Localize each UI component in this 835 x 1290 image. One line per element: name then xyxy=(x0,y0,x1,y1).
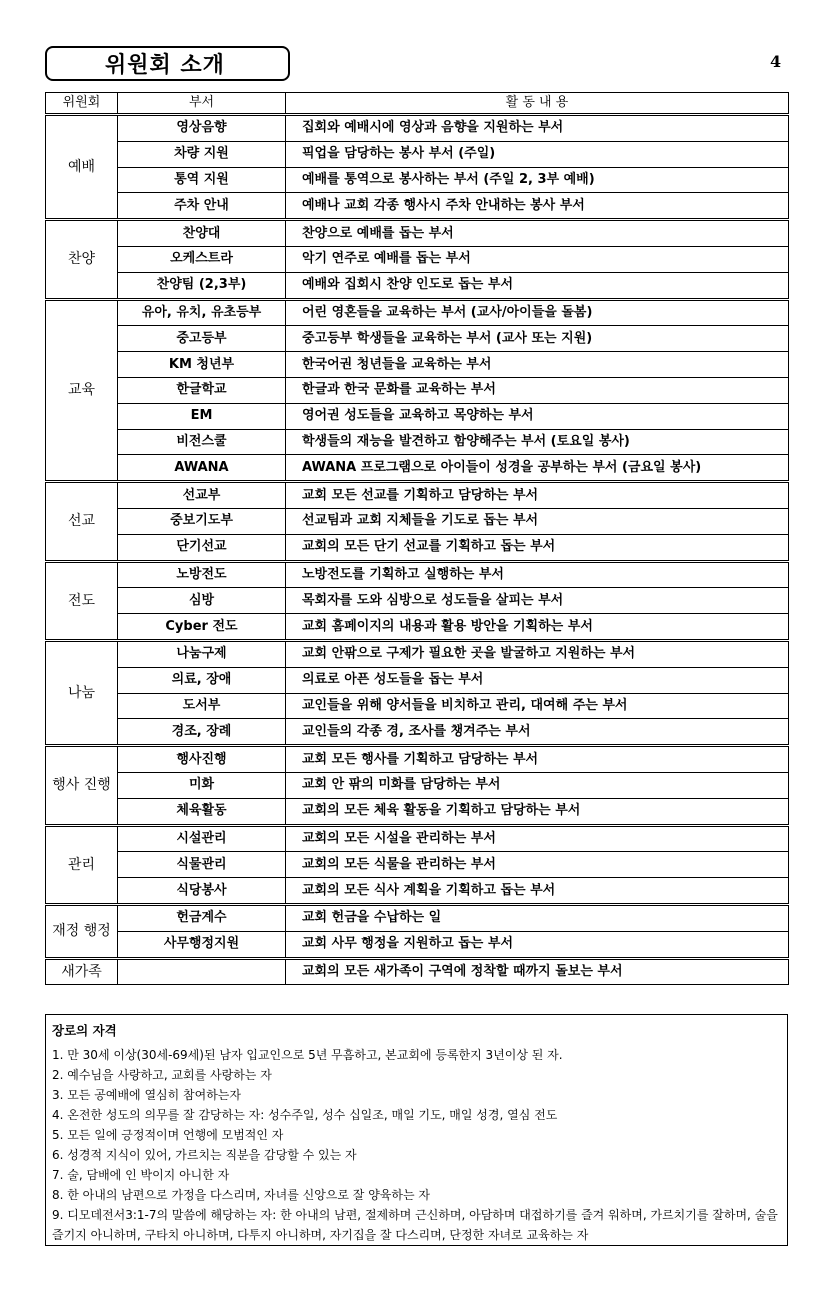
department-name: 유아, 유치, 유초등부 xyxy=(118,299,286,326)
department-name: 시설관리 xyxy=(118,825,286,852)
department-name: 노방전도 xyxy=(118,561,286,588)
department-name: 주차 안내 xyxy=(118,193,286,220)
activity-description: 목회자를 도와 심방으로 성도들을 살피는 부서 xyxy=(286,588,789,614)
activity-description: 교회 모든 선교를 기획하고 담당하는 부서 xyxy=(286,482,789,509)
department-name: 식물관리 xyxy=(118,852,286,878)
activity-description: 교회의 모든 단기 선교를 기획하고 돕는 부서 xyxy=(286,534,789,561)
department-name: 의료, 장애 xyxy=(118,667,286,693)
activity-description: 예배와 집회시 찬양 인도로 돕는 부서 xyxy=(286,272,789,299)
table-row xyxy=(46,220,789,247)
table-row xyxy=(46,931,789,958)
department-name: 한글학교 xyxy=(118,377,286,403)
department-name: 차량 지원 xyxy=(118,141,286,167)
activity-description: 노방전도를 기획하고 실행하는 부서 xyxy=(286,561,789,588)
department-name: 도서부 xyxy=(118,693,286,719)
activity-description: 교회 헌금을 수납하는 일 xyxy=(286,904,789,931)
department-name: 중고등부 xyxy=(118,326,286,352)
table-row xyxy=(46,508,789,534)
table-row xyxy=(46,482,789,509)
table-row xyxy=(46,588,789,614)
committee-name: 선교 xyxy=(46,482,118,561)
qualification-item: 8. 한 아내의 남편으로 가정을 다스리며, 자녀를 신앙으로 잘 양육하는 자 xyxy=(52,1188,430,1202)
department-name: 경조, 장례 xyxy=(118,719,286,746)
department-name: 나눔구제 xyxy=(118,640,286,667)
committee-name: 찬양 xyxy=(46,220,118,299)
activity-description: 찬양으로 예배를 돕는 부서 xyxy=(286,220,789,247)
activity-description: 교회 홈페이지의 내용과 활용 방안을 기획하는 부서 xyxy=(286,614,789,641)
activity-description: 교회의 모든 새가족이 구역에 정착할 때까지 돌보는 부서 xyxy=(286,958,789,985)
activity-description: 선교팀과 교회 지체들을 기도로 돕는 부서 xyxy=(286,508,789,534)
qualification-item: 1. 만 30세 이상(30세-69세)된 남자 입교인으로 5년 무흠하고, 본교회에 등록한지 3년이상 된 자. xyxy=(52,1048,563,1062)
table-row xyxy=(46,614,789,641)
activity-description: 픽업을 담당하는 봉사 부서 (주일) xyxy=(286,141,789,167)
department-name: 체육활동 xyxy=(118,798,286,825)
activity-description: 교회 모든 행사를 기획하고 담당하는 부서 xyxy=(286,746,789,773)
table-row xyxy=(46,193,789,220)
table-row xyxy=(46,455,789,482)
qualification-item: 6. 성경적 지식이 있어, 가르치는 직분을 감당할 수 있는 자 xyxy=(52,1148,357,1162)
activity-description: 어린 영혼들을 교육하는 부서 (교사/아이들을 돌봄) xyxy=(286,299,789,326)
qualification-item: 5. 모든 일에 긍정적이며 언행에 모범적인 자 xyxy=(52,1128,284,1142)
table-row xyxy=(46,534,789,561)
activity-description: 교회의 모든 체육 활동을 기획하고 담당하는 부서 xyxy=(286,798,789,825)
qualification-item: 7. 술, 담배에 인 박이지 아니한 자 xyxy=(52,1168,230,1182)
activity-description: 교회 안팎으로 구제가 필요한 곳을 발굴하고 지원하는 부서 xyxy=(286,640,789,667)
department-name: 선교부 xyxy=(118,482,286,509)
table-row xyxy=(46,246,789,272)
activity-description: 예배를 통역으로 봉사하는 부서 (주일 2, 3부 예배) xyxy=(286,167,789,193)
activity-description: 중고등부 학생들을 교육하는 부서 (교사 또는 지원) xyxy=(286,326,789,352)
table-row xyxy=(46,561,789,588)
activity-description: 교회 안 팎의 미화를 담당하는 부서 xyxy=(286,772,789,798)
activity-description: 교회의 모든 식물을 관리하는 부서 xyxy=(286,852,789,878)
table-row xyxy=(46,272,789,299)
table-row xyxy=(46,667,789,693)
table-row xyxy=(46,640,789,667)
committee-table xyxy=(45,92,789,985)
table-row xyxy=(46,167,789,193)
qualifications-title: 장로의 자격 xyxy=(52,1023,117,1038)
table-row xyxy=(46,958,789,985)
department-name: 심방 xyxy=(118,588,286,614)
department-name: 헌금계수 xyxy=(118,904,286,931)
department-name: KM 청년부 xyxy=(118,352,286,378)
table-row xyxy=(46,429,789,455)
table-row xyxy=(46,825,789,852)
table-row xyxy=(46,904,789,931)
department-name: AWANA xyxy=(118,455,286,482)
activity-description: 교회의 모든 시설을 관리하는 부서 xyxy=(286,825,789,852)
table-row xyxy=(46,326,789,352)
committee-name: 행사 진행 xyxy=(46,746,118,825)
qualification-item: 9. 디모데전서3:1-7의 말씀에 해당하는 자: 한 아내의 남편, 절제하며 근신하며, 아담하며 대접하기를 즐겨 워하며, 가르치기를 잘하며, 술을 즐기지 아니하며, 구타치 아니하며, 다투지 아니하며, 자기집을 잘 다스리며, 단정한 자녀로 교육하는 자 xyxy=(52,1208,778,1242)
activity-description: AWANA 프로그램으로 아이들이 성경을 공부하는 부서 (금요일 봉사) xyxy=(286,455,789,482)
committee-name: 새가족 xyxy=(46,958,118,985)
table-row xyxy=(46,798,789,825)
table-row xyxy=(46,746,789,773)
committee-name: 나눔 xyxy=(46,640,118,745)
department-name: 식당봉사 xyxy=(118,878,286,905)
committee-table-body xyxy=(46,115,789,985)
department-name: 중보기도부 xyxy=(118,508,286,534)
table-row xyxy=(46,141,789,167)
activity-description: 집회와 예배시에 영상과 음향을 지원하는 부서 xyxy=(286,115,789,142)
activity-description: 예배나 교회 각종 행사시 주차 안내하는 봉사 부서 xyxy=(286,193,789,220)
table-row xyxy=(46,772,789,798)
department-name xyxy=(118,958,286,985)
department-name: 사무행정지원 xyxy=(118,931,286,958)
department-name: 행사진행 xyxy=(118,746,286,773)
column-header-department: 부서 xyxy=(118,93,286,115)
table-row xyxy=(46,377,789,403)
elder-qualifications-box xyxy=(45,1014,788,1246)
table-row xyxy=(46,878,789,905)
qualifications-list xyxy=(52,1045,781,1245)
qualification-item: 4. 온전한 성도의 의무를 잘 감당하는 자: 성수주일, 성수 십일조, 매일 기도, 매일 성경, 열심 전도 xyxy=(52,1108,558,1122)
department-name: 단기선교 xyxy=(118,534,286,561)
activity-description: 교인들의 각종 경, 조사를 챙겨주는 부서 xyxy=(286,719,789,746)
column-header-activity: 활 동 내 용 xyxy=(286,93,789,115)
committee-name: 전도 xyxy=(46,561,118,640)
table-row xyxy=(46,352,789,378)
qualification-item: 3. 모든 공예배에 열심히 참여하는자 xyxy=(52,1088,241,1102)
table-header-row xyxy=(46,93,789,115)
department-name: 비전스쿨 xyxy=(118,429,286,455)
department-name: 영상음향 xyxy=(118,115,286,142)
activity-description: 학생들의 재능을 발견하고 함양해주는 부서 (토요일 봉사) xyxy=(286,429,789,455)
activity-description: 의료로 아픈 성도들을 돕는 부서 xyxy=(286,667,789,693)
committee-name: 재정 행정 xyxy=(46,904,118,958)
table-row xyxy=(46,852,789,878)
committee-name: 관리 xyxy=(46,825,118,904)
table-row xyxy=(46,719,789,746)
department-name: EM xyxy=(118,403,286,429)
activity-description: 교인들을 위해 양서들을 비치하고 관리, 대여해 주는 부서 xyxy=(286,693,789,719)
activity-description: 영어권 성도들을 교육하고 목양하는 부서 xyxy=(286,403,789,429)
activity-description: 교회의 모든 식사 계획을 기획하고 돕는 부서 xyxy=(286,878,789,905)
department-name: 찬양대 xyxy=(118,220,286,247)
page-title: 위원회 소개 xyxy=(45,46,290,81)
table-row xyxy=(46,299,789,326)
committee-name: 예배 xyxy=(46,115,118,220)
table-row xyxy=(46,693,789,719)
activity-description: 한국어권 청년들을 교육하는 부서 xyxy=(286,352,789,378)
table-row xyxy=(46,403,789,429)
department-name: 통역 지원 xyxy=(118,167,286,193)
department-name: 찬양팀 (2,3부) xyxy=(118,272,286,299)
department-name: 미화 xyxy=(118,772,286,798)
department-name: 오케스트라 xyxy=(118,246,286,272)
qualification-item: 2. 예수님을 사랑하고, 교회를 사랑하는 자 xyxy=(52,1068,272,1082)
activity-description: 악기 연주로 예배를 돕는 부서 xyxy=(286,246,789,272)
page-number: 4 xyxy=(770,52,782,71)
department-name: Cyber 전도 xyxy=(118,614,286,641)
table-row xyxy=(46,115,789,142)
activity-description: 교회 사무 행정을 지원하고 돕는 부서 xyxy=(286,931,789,958)
committee-name: 교육 xyxy=(46,299,118,482)
column-header-committee: 위원회 xyxy=(46,93,118,115)
activity-description: 한글과 한국 문화를 교육하는 부서 xyxy=(286,377,789,403)
